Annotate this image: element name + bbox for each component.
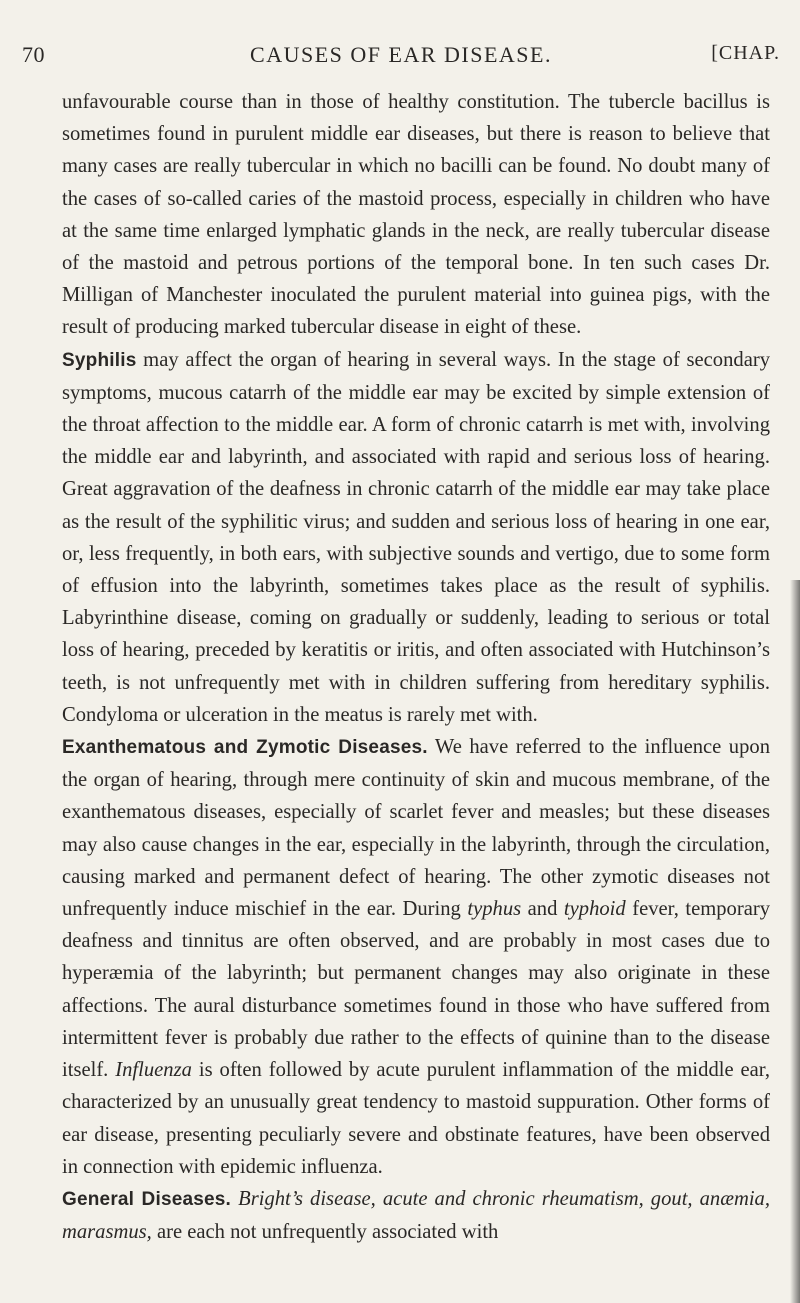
running-title: CAUSES OF EAR DISEASE. [250, 42, 552, 67]
paragraph-tubercle: unfavourable course than in those of healthy constitution. The tubercle bacillus is sometimes found in purulent middle ear diseases, but there is reason to believe that many cases are really tubercular in which no bacilli can be found. No doubt many of the cases of so-called caries of the mastoid process, especially in children who have at the same time enlarged lymphatic glands in the neck, are really tubercular disease of the mastoid and petrous portions of the temporal bone. In ten such cases Dr. Milligan of Manchester inoculated the purulent material into guinea pigs, with the result of producing marked tubercular disease in eight of these. [62, 91, 770, 339]
chapter-label: [CHAP. [711, 42, 780, 64]
paragraph-syphilis [62, 344, 770, 731]
exanthematous-text-2: fever, temporary deafness and tinnitus are often observed, and are probably in most cases due to hyperæmia of the labyrinth; but permanent changes may also originate in these affections. The aural disturbance sometimes found in those who have suffered from intermittent fever is probably due rather to the effects of quinine than to the disease itself. [62, 898, 770, 1082]
section-heading-exanthematous: Exanthematous and Zymotic Diseases. [62, 737, 428, 759]
section-heading-syphilis: Syphilis [62, 349, 137, 371]
page-header [22, 42, 780, 78]
term-brights-disease: Bright’s disease, acute and chronic rheumatism, gout, anæmia, marasmus, [62, 1187, 770, 1244]
general-text: are each not unfrequently associated with [151, 1221, 499, 1244]
section-heading-general: General Diseases. [62, 1188, 232, 1210]
term-influenza: Influenza [115, 1059, 192, 1082]
syphilis-text: may affect the organ of hearing in several ways. In the stage of secondary symptoms, mucous catarrh of the middle ear may be excited by simple extension of the throat affection to the middle ear. A form of chronic catarrh is met with, involving the middle ear and labyrinth, and associated with rapid and serious loss of hearing. Great aggravation of the deafness in chronic catarrh of the middle ear may take place as the result of the syphilitic virus; and sudden and serious loss of hearing in one ear, or, less frequently, in both ears, with subjective sounds and vertigo, due to some form of effusion into the labyrinth, sometimes takes place as the result of syphilis. Labyrinthine disease, coming on gradually or suddenly, leading to serious or total loss of hearing, preceded by keratitis or iritis, and often associated with Hutchinson’s teeth, is not unfrequently met with in children suffering from hereditary syphilis. Condyloma or ulceration in the meatus is rarely met with. [62, 348, 770, 726]
paragraph-general [62, 1183, 770, 1248]
body-text [62, 86, 770, 1248]
term-typhus: typhus [467, 898, 522, 921]
exanthematous-text-3: is often followed by acute purulent inflammation of the middle ear, characterized by an unusually great tendency to mastoid suppuration. Other forms of ear disease, presenting peculiarly severe and obstinate features, have been observed in connection with epidemic influenza. [62, 1059, 770, 1178]
page-edge-shadow [790, 580, 800, 1303]
term-typhoid: typhoid [563, 898, 626, 921]
exanthematous-text-1: We have referred to the influence upon the organ of hearing, through mere continuity of skin and mucous membrane, of the exanthematous diseases, especially of scarlet fever and measles; but these diseases may also cause changes in the ear, especially in the labyrinth, through the circulation, causing marked and permanent defect of hearing. The other zymotic diseases not unfrequently induce mischief in the ear. During [62, 736, 770, 921]
paragraph-exanthematous [62, 731, 770, 1183]
conjunction: and [521, 898, 564, 921]
page-number: 70 [22, 42, 45, 67]
